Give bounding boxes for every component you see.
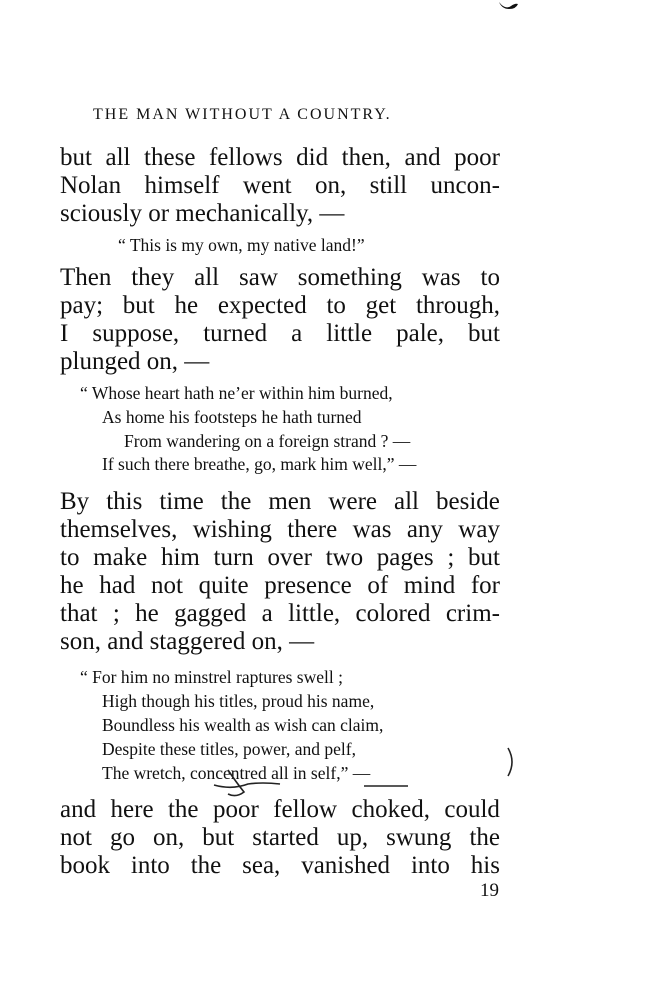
word: there [287, 516, 338, 543]
word: on, [314, 172, 347, 199]
word: Then [60, 264, 112, 291]
word: turned [203, 320, 268, 347]
word: I [60, 320, 69, 347]
word: Nolan [60, 172, 122, 199]
text-line [60, 544, 500, 572]
word: that [60, 600, 98, 627]
verse-line: “ Whose heart hath ne’er within him burned, [80, 383, 393, 403]
word: expected [217, 292, 307, 319]
word: but [202, 824, 235, 851]
text-line [60, 172, 500, 200]
word: swung [386, 824, 452, 851]
word: go [109, 824, 135, 851]
ink-blot [497, 0, 519, 10]
word: to [480, 264, 500, 291]
word: all [105, 144, 131, 171]
paragraph-2 [60, 264, 500, 376]
word: the [469, 824, 500, 851]
word: suppose, [92, 320, 180, 347]
word: this [106, 488, 143, 515]
running-head: THE MAN WITHOUT A COUNTRY. [93, 106, 392, 123]
paragraph-1 [60, 144, 500, 228]
text-line [60, 852, 500, 880]
word: crim- [445, 600, 500, 627]
word: mind [403, 572, 456, 599]
word: poor [454, 144, 500, 171]
word: did [296, 144, 329, 171]
word: pale, [396, 320, 444, 347]
text-line [60, 292, 500, 320]
word: but [467, 544, 500, 571]
word: still [369, 172, 408, 199]
word: into [130, 852, 170, 879]
word: all [194, 264, 220, 291]
word: had [99, 572, 136, 599]
verse-line: The wretch, concentred all in self,” — [102, 763, 371, 783]
word: By [60, 488, 90, 515]
word: make [93, 544, 148, 571]
page-number: 19 [480, 880, 499, 901]
word: any [406, 516, 443, 543]
word: the [167, 796, 199, 823]
text-line [60, 320, 500, 348]
paragraph-3 [60, 488, 500, 656]
word: he [174, 292, 199, 319]
text-line: plunged on, — [60, 348, 210, 375]
word: up, [336, 824, 369, 851]
word: pay; [60, 292, 104, 319]
word: themselves, [60, 516, 178, 543]
word: was [352, 516, 392, 543]
word: men [268, 488, 312, 515]
word: here [110, 796, 154, 823]
word: something [297, 264, 402, 291]
word: vanished [301, 852, 391, 879]
verse-line: If such there breathe, go, mark him well,” — [102, 454, 417, 474]
word: to [60, 544, 80, 571]
word: uncon- [430, 172, 500, 199]
word: on, [152, 824, 185, 851]
word: and [404, 144, 441, 171]
word: way [458, 516, 500, 543]
word: they [131, 264, 175, 291]
word: presence [264, 572, 352, 599]
text-line [60, 796, 500, 824]
word: quite [198, 572, 249, 599]
word: into [410, 852, 450, 879]
word: him [160, 544, 200, 571]
word: little [326, 320, 373, 347]
word: the [190, 852, 222, 879]
word: saw [239, 264, 278, 291]
word: turn [213, 544, 254, 571]
word: these [144, 144, 196, 171]
word: a [261, 600, 273, 627]
verse-line: “ For him no minstrel raptures swell ; [80, 667, 343, 687]
word: were [328, 488, 377, 515]
text-line [60, 264, 500, 292]
word: all [394, 488, 420, 515]
verse-line: From wandering on a foreign strand ? — [124, 431, 411, 451]
word: colored [355, 600, 431, 627]
word: fellow [273, 796, 338, 823]
word: over [267, 544, 312, 571]
text-line [60, 572, 500, 600]
text-line [60, 488, 500, 516]
text-line [60, 600, 500, 628]
paragraph-4 [60, 796, 500, 880]
word: started [252, 824, 319, 851]
word: wishing [192, 516, 272, 543]
quoted-line: “ This is my own, my native land!” [118, 235, 365, 255]
text-line: sciously or mechanically, — [60, 200, 345, 227]
word: was [421, 264, 461, 291]
word: book [60, 852, 110, 879]
word: a [291, 320, 303, 347]
word: through, [415, 292, 500, 319]
word: himself [144, 172, 220, 199]
word: and [60, 796, 97, 823]
word: get [365, 292, 397, 319]
word: his [470, 852, 500, 879]
margin-bracket [508, 748, 512, 776]
verse-line: Boundless his wealth as wish can claim, [102, 715, 384, 735]
text-line: son, and staggered on, — [60, 628, 315, 655]
word: went [242, 172, 292, 199]
word: two [325, 544, 364, 571]
verse-line: High though his titles, proud his name, [102, 691, 375, 711]
word: time [159, 488, 204, 515]
word: could [444, 796, 500, 823]
text-line [60, 516, 500, 544]
word: the [220, 488, 252, 515]
text-line [60, 144, 500, 172]
verse-line: Despite these titles, power, and pelf, [102, 739, 356, 759]
verse-line: As home his footsteps he hath turned [102, 407, 362, 427]
word: not [60, 824, 92, 851]
word: little, [288, 600, 341, 627]
word: pages [376, 544, 434, 571]
word: choked, [351, 796, 430, 823]
word: to [326, 292, 346, 319]
word: poor [212, 796, 259, 823]
word: but [468, 320, 500, 347]
word: fellows [208, 144, 283, 171]
word: beside [436, 488, 500, 515]
word: not [151, 572, 183, 599]
word: of [367, 572, 389, 599]
word: he [135, 600, 159, 627]
word: but [60, 144, 92, 171]
text-line [60, 824, 500, 852]
word: ; [112, 600, 120, 627]
word: for [470, 572, 500, 599]
word: then, [341, 144, 391, 171]
word: he [60, 572, 84, 599]
word: ; [447, 544, 455, 571]
word: sea, [242, 852, 281, 879]
word: but [122, 292, 155, 319]
word: gagged [174, 600, 247, 627]
